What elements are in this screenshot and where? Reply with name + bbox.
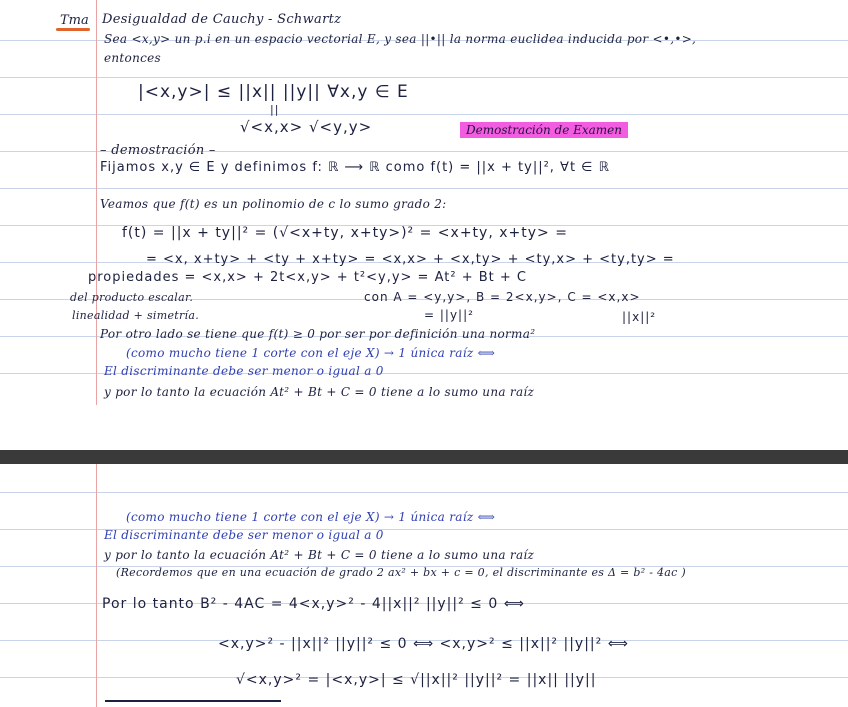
math-line: Por lo tanto B² - 4AC = 4<x,y>² - 4||x||² ||y||² ≤ 0 ⟺ [102, 596, 525, 612]
math-line: f(t) = ||x + ty||² = (√<x+ty, x+ty>)² = <x+ty, x+ty> = [122, 225, 568, 241]
note-line: (como mucho tiene 1 corte con el eje X) → 1 única raíz ⟺ [126, 346, 496, 360]
conclusion-underline [105, 700, 281, 702]
note-line: Por otro lado se tiene que f(t) ≥ 0 por ser por definición una norma² [100, 327, 536, 341]
note-line: y por lo tanto la ecuación At² + Bt + C = 0 tiene a lo sumo una raíz [104, 548, 535, 562]
ruled-line [0, 114, 848, 115]
note-line: Fijamos x,y ∈ E y definimos f: ℝ ⟶ ℝ como f(t) = ||x + ty||², ∀t ∈ ℝ [100, 160, 610, 175]
math-line: = ||y||² [424, 308, 474, 322]
note-line: El discriminante debe ser menor o igual a 0 [104, 528, 384, 542]
note-line: (como mucho tiene 1 corte con el eje X) → 1 única raíz ⟺ [126, 510, 496, 524]
topic-underline [56, 28, 90, 31]
inequality-statement: |<x,y>| ≤ ||x|| ||y|| ∀x,y ∈ E [138, 82, 409, 102]
note-line: y por lo tanto la ecuación At² + Bt + C = 0 tiene a lo sumo una raíz [104, 385, 535, 399]
demo-heading: – demostración – [100, 143, 216, 158]
math-line: = <x, x+ty> + <ty + x+ty> = <x,x> + <x,ty> + <ty,x> + <ty,ty> = [146, 252, 675, 267]
math-line: propiedades = <x,x> + 2t<x,y> + t²<y,y> = At² + Bt + C [88, 270, 527, 285]
margin-line [96, 0, 97, 405]
page-separator [0, 405, 848, 464]
math-line: con A = <y,y>, B = 2<x,y>, C = <x,x> [364, 290, 641, 304]
note-line: El discriminante debe ser menor o igual a 0 [104, 364, 384, 378]
margin-note: linealidad + simetría. [72, 309, 200, 322]
topic-label: Tma [60, 13, 89, 28]
ruled-line [0, 188, 848, 189]
ruled-line [0, 492, 848, 493]
margin-line [96, 464, 97, 707]
note-line: (Recordemos que en una ecuación de grado 2 ax² + bx + c = 0, el discriminante es Δ = b² - 4ac ) [116, 566, 687, 579]
note-line: entonces [104, 51, 161, 65]
theorem-title: Desigualdad de Cauchy - Schwartz [102, 12, 342, 27]
ruled-line [0, 77, 848, 78]
note-line: Sea <x,y> un p.i en un espacio vectorial E, y sea ||•|| la norma euclidea inducida por <•,•>, [104, 32, 697, 46]
margin-note: del producto escalar. [70, 291, 194, 304]
equals-mark: || [270, 103, 280, 116]
notebook-page-2 [0, 464, 848, 707]
math-line: <x,y>² - ||x||² ||y||² ≤ 0 ⟺ <x,y>² ≤ ||x||² ||y||² ⟺ [218, 636, 629, 652]
math-line: ||x||² [622, 310, 657, 324]
note-line: Veamos que f(t) es un polinomio de c lo sumo grado 2: [100, 197, 447, 211]
sqrt-expression: √<x,x> √<y,y> [240, 118, 373, 136]
math-line: √<x,y>² = |<x,y>| ≤ √||x||² ||y||² = ||x|| ||y|| [236, 672, 597, 688]
exam-highlight: Demostración de Examen [460, 122, 628, 138]
